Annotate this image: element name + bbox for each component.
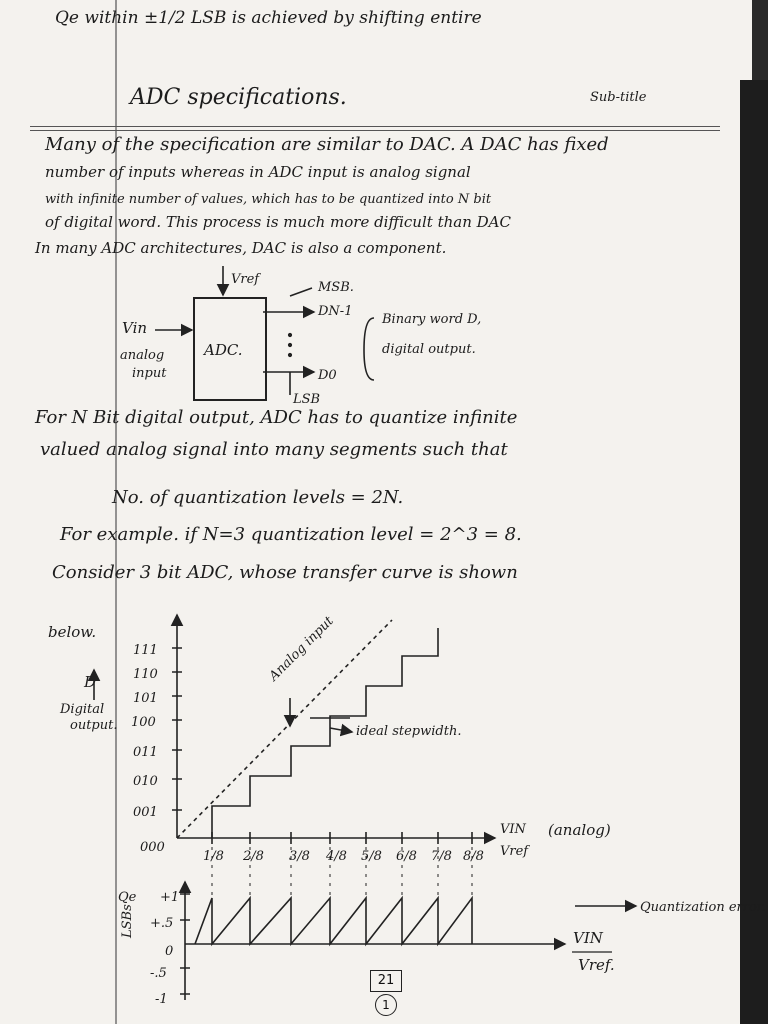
- binary-word-label-1: Binary word D,: [382, 312, 482, 327]
- para2-line-6: below.: [48, 623, 97, 641]
- x-tick-8: 8/8: [463, 849, 484, 864]
- y-tick-100: 100: [131, 715, 156, 730]
- transfer-y-label: D: [84, 673, 97, 691]
- y-tick-001: 001: [133, 805, 158, 820]
- header-line: Qe within ±1/2 LSB is achieved by shifting entire: [55, 8, 482, 28]
- output-brace: [364, 318, 374, 380]
- dot: [289, 354, 292, 357]
- x-tick-3: 3/8: [289, 849, 310, 864]
- para2-line-5: Consider 3 bit ADC, whose transfer curve is shown: [52, 562, 518, 583]
- error-x-label-top: VIN: [573, 929, 603, 947]
- page-number-box: 21: [370, 970, 402, 992]
- error-tick-minus-half: -.5: [150, 966, 167, 981]
- msb-label: MSB.: [318, 280, 354, 295]
- x-axis-label-bottom: Vref: [500, 844, 529, 859]
- analog-input-label-1: analog: [120, 348, 165, 363]
- corner-note: Sub-title: [590, 90, 647, 105]
- y-tick-011: 011: [133, 745, 158, 760]
- para1-line-5: In many ADC architectures, DAC is also a component.: [35, 239, 447, 257]
- error-tick-zero: 0: [165, 944, 174, 959]
- para1-line-4: of digital word. This process is much more difficult than DAC: [45, 213, 511, 231]
- vin-label: Vin: [122, 319, 148, 337]
- stepwidth-pointer: [330, 728, 352, 732]
- d0-label: D0: [318, 368, 337, 383]
- para2-line-3: No. of quantization levels = 2N.: [112, 487, 404, 508]
- error-tick-minus1: -1: [155, 992, 168, 1007]
- error-tick-plus-half: +.5: [150, 916, 174, 931]
- para1-line-3: with infinite number of values, which has to be quantized into N bit: [45, 192, 492, 207]
- x-axis-label-top: VIN: [500, 822, 526, 837]
- error-tick-plus1: +1: [160, 890, 180, 905]
- x-tick-7: 7/8: [431, 849, 452, 864]
- y-tick-110: 110: [133, 667, 158, 682]
- y-tick-000: 000: [140, 840, 165, 855]
- dot: [289, 344, 292, 347]
- x-tick-1: 1/8: [203, 849, 224, 864]
- error-x-label-bottom: Vref.: [578, 956, 615, 974]
- para1-line-1: Many of the specification are similar to DAC. A DAC has fixed: [45, 134, 609, 155]
- dot: [289, 334, 292, 337]
- para2-line-1: For N Bit digital output, ADC has to quantize infinite: [35, 407, 518, 428]
- analog-input-label-2: input: [132, 366, 167, 381]
- para1-line-2: number of inputs whereas in ADC input is analog signal: [45, 163, 471, 181]
- page-number-circle: 1: [375, 994, 397, 1016]
- transfer-y-caption-1: Digital: [60, 702, 105, 717]
- error-y-label: Qe: [118, 890, 137, 905]
- dn1-label: DN-1: [318, 304, 353, 319]
- y-tick-101: 101: [133, 691, 158, 706]
- analog-input-annotation: Analog input: [266, 613, 337, 685]
- x-tick-6: 6/8: [396, 849, 417, 864]
- x-tick-2: 2/8: [243, 849, 264, 864]
- x-axis-note: (analog): [548, 821, 611, 839]
- para2-line-4: For example. if N=3 quantization level = 2^3 = 8.: [60, 524, 522, 545]
- transfer-staircase: [212, 628, 438, 838]
- lsb-label: LSB: [293, 392, 321, 407]
- error-y-caption: LSBs: [120, 904, 135, 938]
- quantization-error-note: Quantization error.: [640, 900, 766, 915]
- y-tick-010: 010: [133, 774, 158, 789]
- para2-line-2: valued analog signal into many segments such that: [40, 439, 508, 460]
- msb-pointer: [290, 288, 312, 296]
- page-title: ADC specifications.: [130, 85, 347, 110]
- analog-input-line: [177, 620, 392, 838]
- vref-label: Vref: [231, 272, 260, 287]
- binary-word-label-2: digital output.: [382, 342, 476, 357]
- transfer-y-caption-2: output.: [70, 718, 118, 733]
- ideal-step-annotation: ideal stepwidth.: [356, 724, 462, 739]
- x-tick-5: 5/8: [361, 849, 382, 864]
- y-tick-111: 111: [133, 643, 158, 658]
- quantization-error-sawtooth: [195, 898, 472, 944]
- x-tick-4: 4/8: [326, 849, 347, 864]
- adc-block-label: ADC.: [204, 341, 243, 359]
